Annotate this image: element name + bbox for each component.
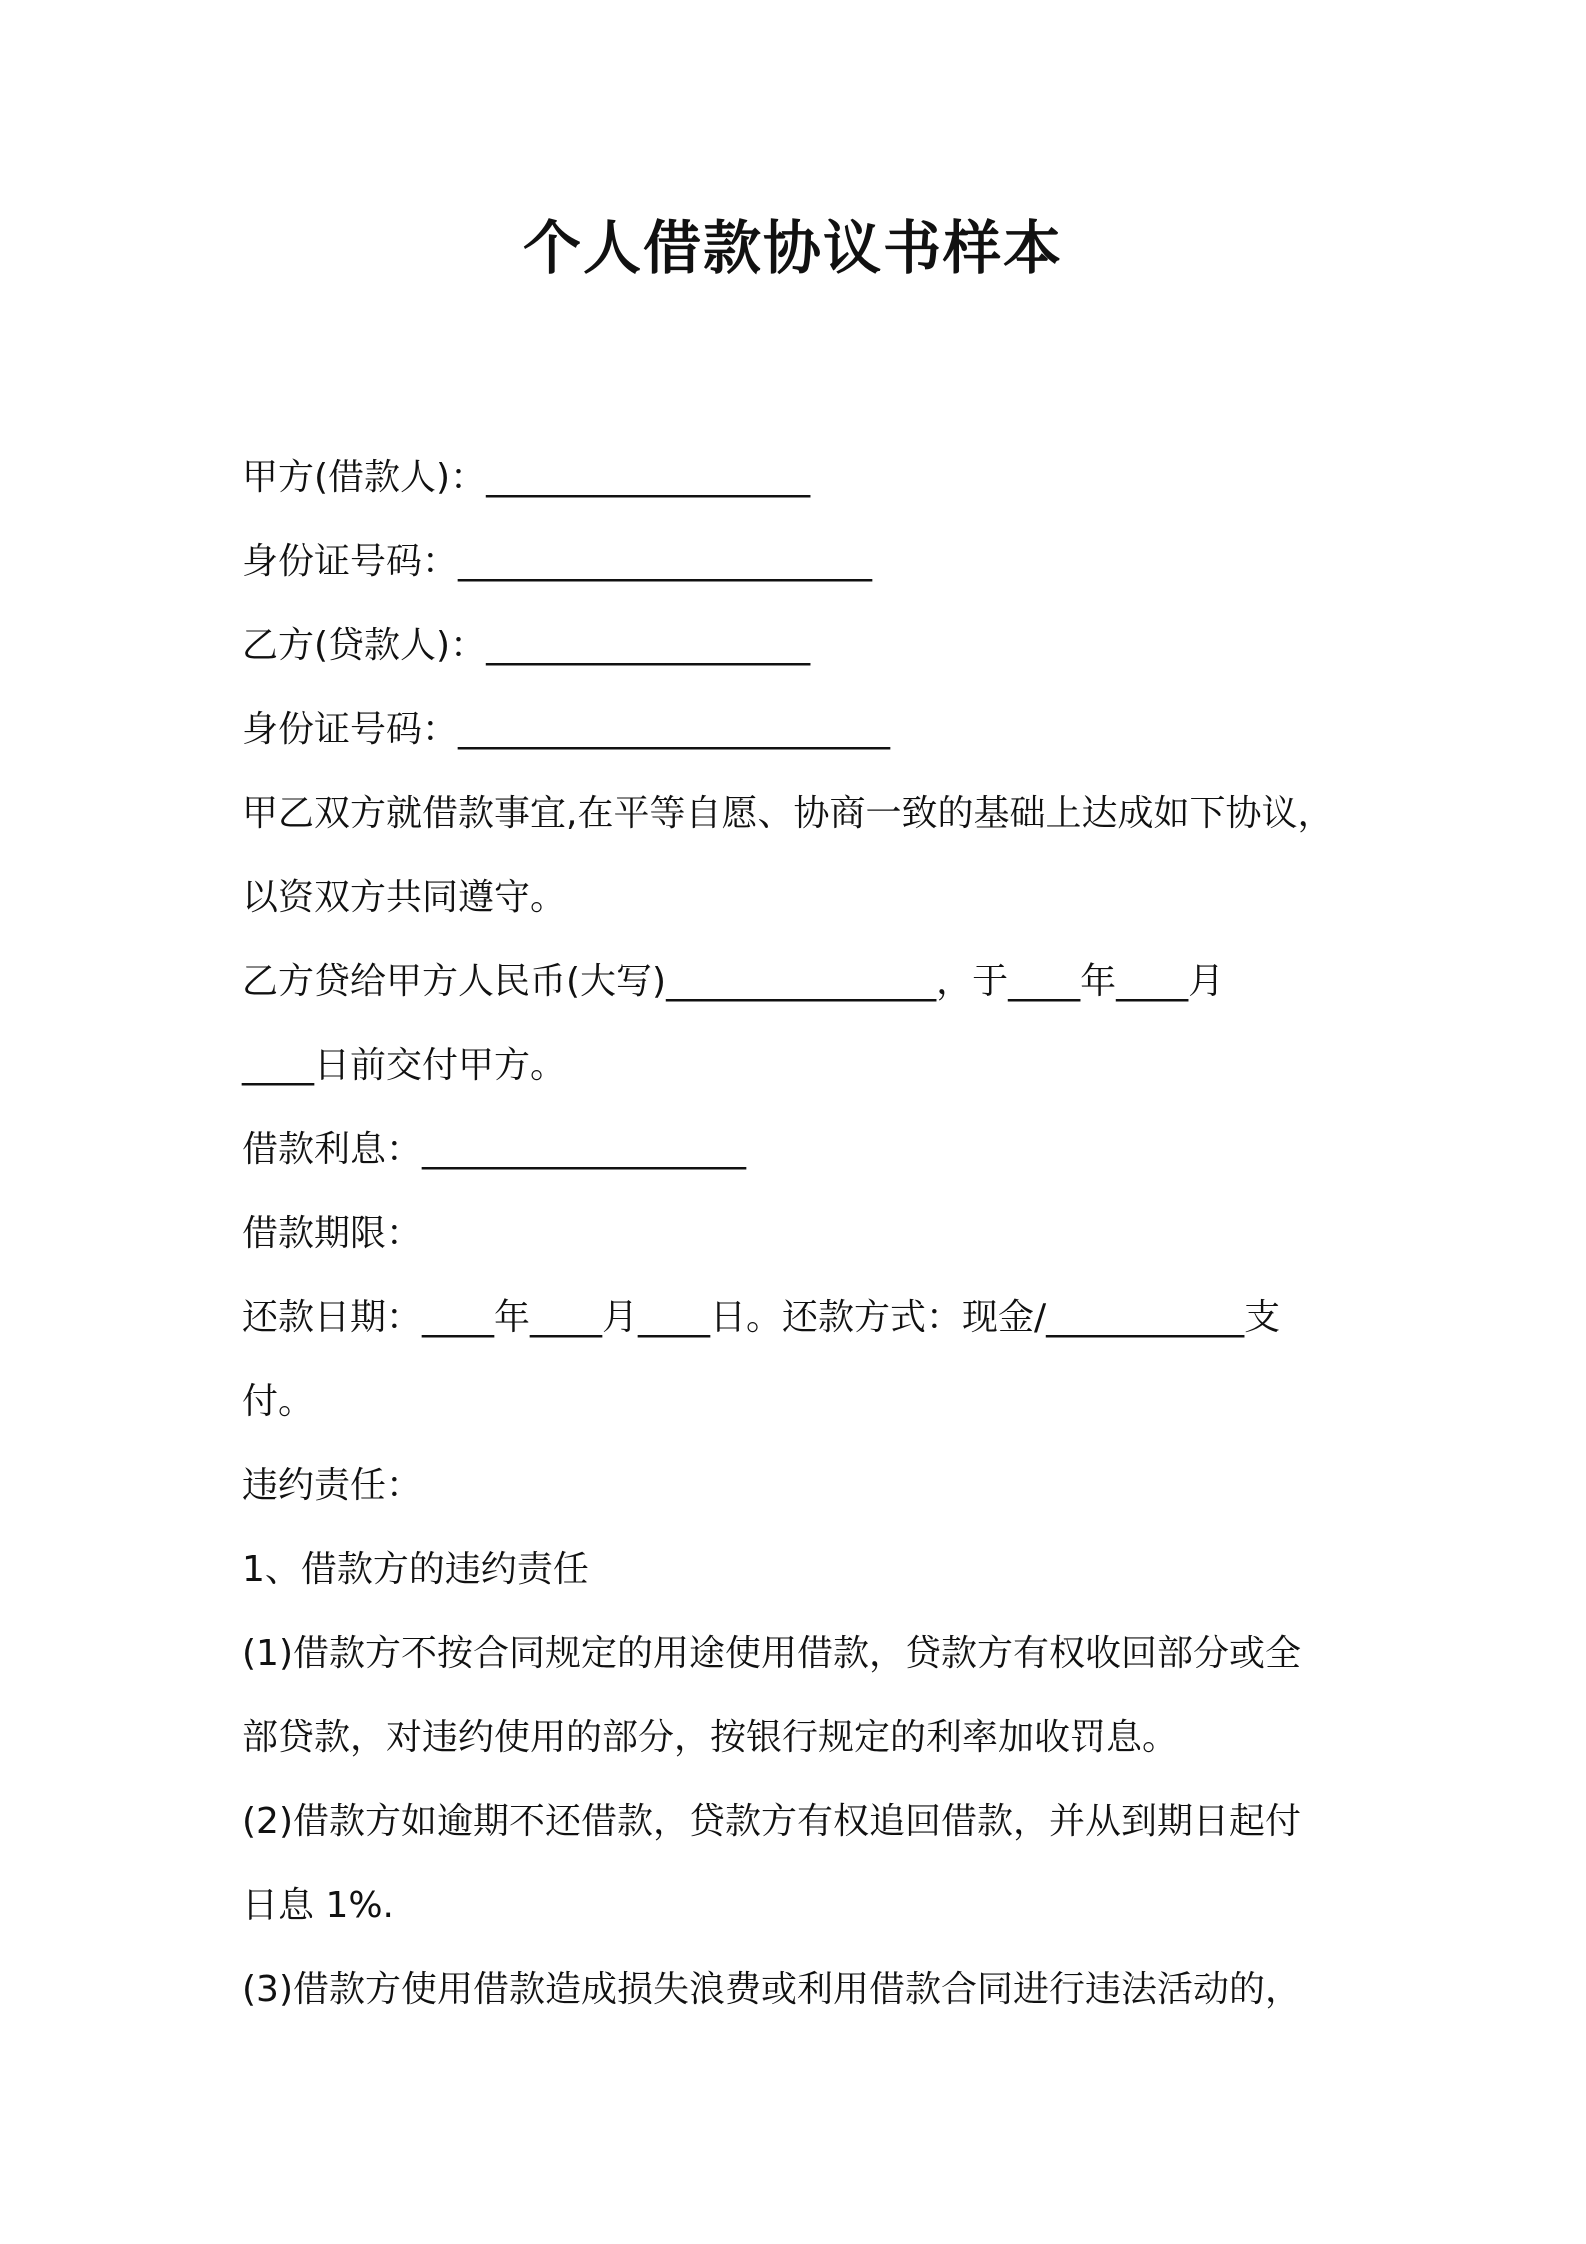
borrower-id-line: 身份证号码：_______________________ (242, 541, 873, 582)
borrower-line: 甲方(借款人)：__________________ (242, 457, 811, 498)
loan-amount-line: 乙方贷给甲方人民币(大写)_______________，于____年____月 (242, 961, 1225, 1002)
loan-delivery-line: ____日前交付甲方。 (242, 1045, 567, 1086)
clause-1-line-2: 部贷款，对违约使用的部分，按银行规定的利率加收罚息。 (242, 1717, 1179, 1758)
clause-1-line: (1)借款方不按合同规定的用途使用借款，贷款方有权收回部分或全 (242, 1633, 1301, 1674)
lender-id-line: 身份证号码：________________________ (242, 709, 891, 750)
term-line: 借款期限： (242, 1213, 423, 1254)
clause-3-line: (3)借款方使用借款造成损失浪费或利用借款合同进行违法活动的， (242, 1969, 1301, 2010)
lender-line: 乙方(贷款人)：__________________ (242, 625, 811, 666)
repayment-line-2: 付。 (242, 1381, 315, 1422)
document-title: 个人借款协议书样本 (522, 214, 1063, 282)
clause-2-line: (2)借款方如逾期不还借款，贷款方有权追回借款，并从到期日起付 (242, 1801, 1301, 1842)
breach-heading: 违约责任： (242, 1465, 423, 1506)
agreement-intro-line-2: 以资双方共同遵守。 (242, 877, 567, 918)
repayment-line: 还款日期：____年____月____日。还款方式：现金/___________支 (242, 1297, 1281, 1338)
borrower-breach-heading: 1、借款方的违约责任 (242, 1549, 589, 1590)
agreement-intro-line: 甲乙双方就借款事宜,在平等自愿、协商一致的基础上达成如下协议， (242, 793, 1334, 834)
clause-2-line-2: 日息 1%. (242, 1885, 394, 1926)
interest-line: 借款利息：__________________ (242, 1129, 747, 1170)
